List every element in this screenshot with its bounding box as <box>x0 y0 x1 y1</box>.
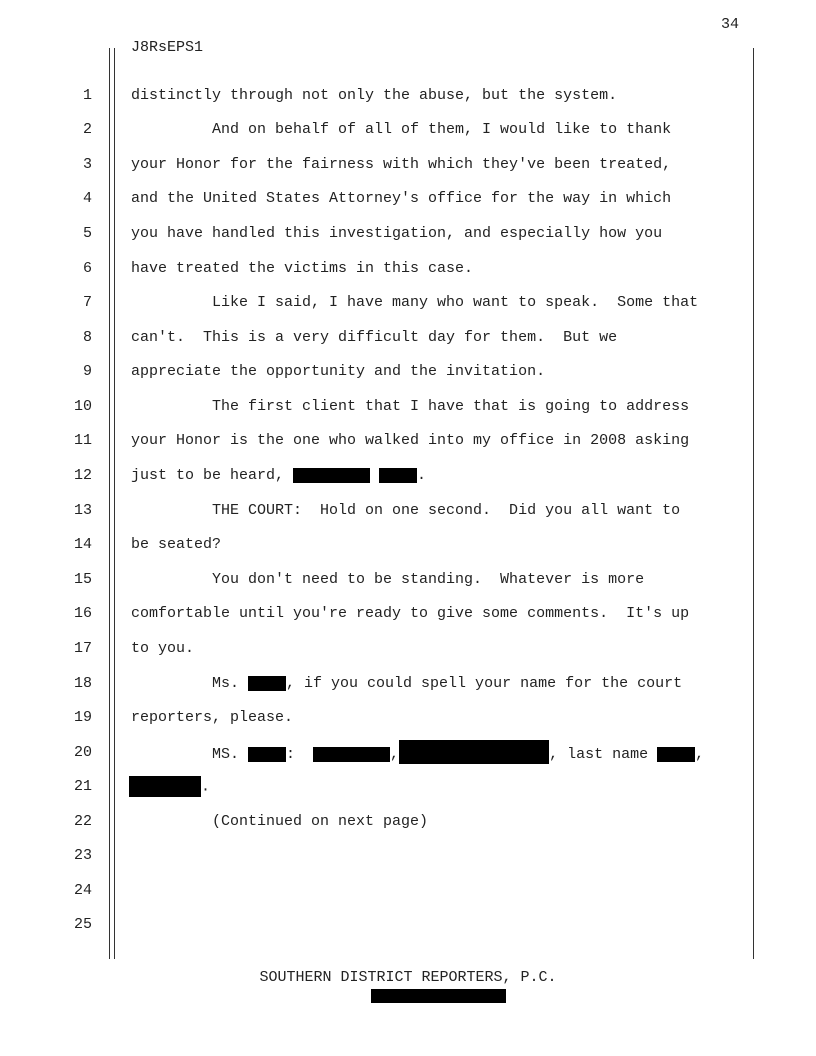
redaction-bar <box>657 747 695 762</box>
line-20-colon: : <box>286 745 314 763</box>
line-number: 22 <box>73 813 92 830</box>
redaction-bar <box>248 676 286 691</box>
transcript-line: distinctly through not only the abuse, but the system. <box>131 87 618 104</box>
left-margin-rule <box>109 48 110 959</box>
redaction-bar <box>313 747 390 762</box>
transcript-line: your Honor is the one who walked into my office in 2008 asking <box>131 432 690 449</box>
line-12-end: . <box>417 467 427 484</box>
line-number: 24 <box>73 882 92 899</box>
transcript-line: reporters, please. <box>131 709 294 726</box>
line-number: 15 <box>73 571 92 588</box>
line-number: 8 <box>82 329 92 346</box>
transcript-line: comfortable until you're ready to give some comments. It's up <box>131 605 690 622</box>
transcript-line: appreciate the opportunity and the invitation. <box>131 363 546 380</box>
footer-redaction-bar <box>371 989 506 1003</box>
line-number: 16 <box>73 605 92 622</box>
line-number: 9 <box>82 363 92 380</box>
line-number: 7 <box>82 294 92 311</box>
line-number: 4 <box>82 190 92 207</box>
line-20-text: MS. <box>131 745 249 763</box>
page-number: 34 <box>720 16 739 33</box>
line-12-space <box>370 467 379 484</box>
line-number: 6 <box>82 260 92 277</box>
transcript-line <box>131 467 426 484</box>
line-number: 2 <box>82 121 92 138</box>
transcript-line: (Continued on next page) <box>131 813 429 830</box>
transcript-line: THE COURT: Hold on one second. Did you all want to <box>131 502 681 519</box>
redaction-bar <box>129 776 201 797</box>
line-number: 12 <box>73 467 92 484</box>
line-number: 18 <box>73 675 92 692</box>
transcript-line: be seated? <box>131 536 222 553</box>
line-20-comma: , <box>390 745 400 763</box>
line-number: 13 <box>73 502 92 519</box>
transcript-line: you have handled this investigation, and especially how you <box>131 225 663 242</box>
transcript-line <box>131 744 704 764</box>
line-number: 11 <box>73 432 92 449</box>
line-12-text: just to be heard, <box>131 467 294 484</box>
line-20-end: , <box>695 745 705 763</box>
transcript-line: And on behalf of all of them, I would like to thank <box>131 121 672 138</box>
line-number: 23 <box>73 847 92 864</box>
line-number: 5 <box>82 225 92 242</box>
line-number: 10 <box>73 398 92 415</box>
transcript-line: have treated the victims in this case. <box>131 260 474 277</box>
line-number: 25 <box>73 916 92 933</box>
transcript-line: You don't need to be standing. Whatever is more <box>131 571 645 588</box>
redaction-bar <box>248 747 286 762</box>
footer-reporter: SOUTHERN DISTRICT REPORTERS, P.C. <box>259 969 557 986</box>
redaction-bar <box>399 740 549 764</box>
transcript-line: can't. This is a very difficult day for them. But we <box>131 329 618 346</box>
document-id: J8RsEPS1 <box>131 39 204 56</box>
line-number: 17 <box>73 640 92 657</box>
transcript-line <box>131 675 682 692</box>
redaction-bar <box>379 468 417 483</box>
right-margin-rule <box>753 48 754 959</box>
transcript-line: Like I said, I have many who want to speak. Some that <box>131 294 699 311</box>
line-number: 1 <box>82 87 92 104</box>
transcript-line: your Honor for the fairness with which they've been treated, <box>131 156 672 173</box>
line-18-text: Ms. <box>131 675 249 692</box>
line-number: 20 <box>73 744 92 761</box>
line-number: 21 <box>73 778 92 795</box>
line-18-tail: , if you could spell your name for the court <box>286 675 683 692</box>
transcript-line: to you. <box>131 640 195 657</box>
left-margin-rule-inner <box>114 48 115 959</box>
redaction-bar <box>293 468 370 483</box>
line-21-end: . <box>201 778 211 796</box>
line-20-last: , last name <box>549 745 658 763</box>
transcript-line: and the United States Attorney's office for the way in which <box>131 190 672 207</box>
transcript-line <box>129 776 210 797</box>
transcript-line: The first client that I have that is going to address <box>131 398 690 415</box>
line-number: 3 <box>82 156 92 173</box>
line-number: 19 <box>73 709 92 726</box>
line-number: 14 <box>73 536 92 553</box>
